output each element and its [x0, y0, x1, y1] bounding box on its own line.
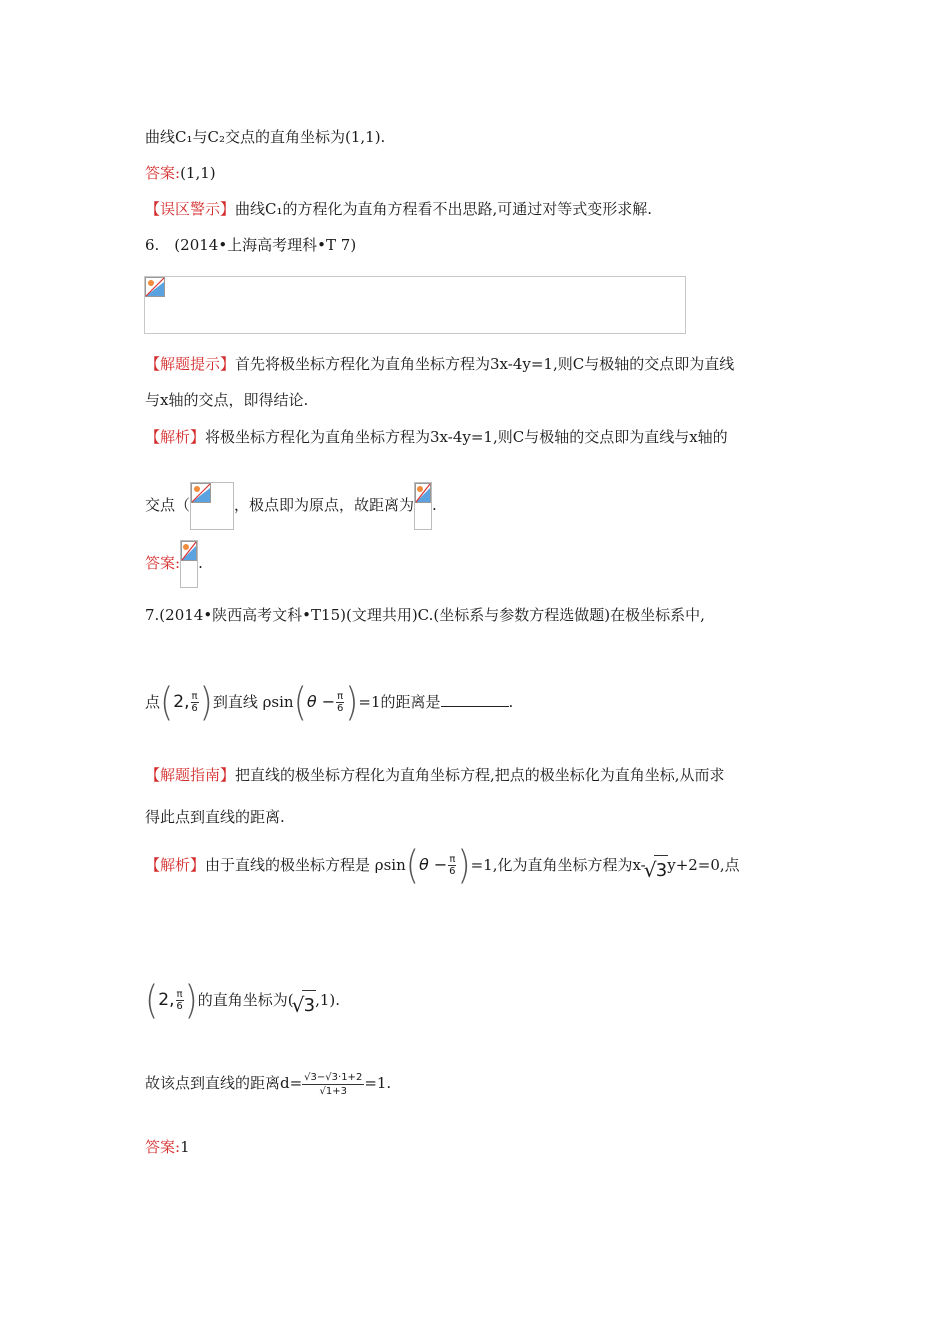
text-segment: 交点（	[145, 496, 191, 514]
text-segment: =1.	[364, 1074, 392, 1092]
broken-image-box	[190, 482, 234, 530]
broken-image-icon	[415, 483, 431, 503]
text-segment: 由于直线的极坐标方程是 ρsin	[205, 856, 406, 874]
answer-line	[145, 540, 203, 588]
answer-label: 答案:	[145, 164, 181, 182]
broken-image-box	[144, 276, 686, 334]
broken-image-box	[414, 482, 432, 530]
sqrt-expression: √ 3	[294, 988, 315, 1024]
text-segment: ,1).	[315, 991, 341, 1009]
sqrt-expression: √ 3	[646, 853, 667, 889]
text-segment: =1,化为直角坐标方程为x-	[470, 856, 646, 874]
polar-point: (2, $\frac{\pi}{6}$ )	[145, 977, 198, 1024]
text-segment: .	[432, 496, 437, 514]
answer-value: 1	[180, 1138, 190, 1156]
angle-expression: (θ − $\frac{\pi}{6}$ )	[405, 842, 471, 889]
answer-label: 答案:	[145, 554, 181, 572]
answer-line	[145, 163, 216, 183]
analysis-text: 将极坐标方程化为直角坐标方程为3x-4y=1,则C与极轴的交点即为直线与x轴的	[205, 428, 728, 446]
broken-image-box	[180, 540, 198, 588]
analysis-line	[145, 977, 341, 1024]
broken-image-icon	[181, 541, 197, 561]
answer-line	[145, 1137, 190, 1157]
answer-value: (1,1)	[180, 164, 216, 182]
question-header: 6. (2014•上海高考理科•T 7)	[145, 236, 357, 254]
answer-label: 答案:	[145, 1138, 181, 1156]
guide-line	[145, 765, 725, 785]
broken-image-icon	[145, 277, 165, 297]
analysis-line	[145, 1066, 391, 1100]
text-segment: =1的距离是	[358, 693, 441, 711]
text-segment: ，极点即为原点，故距离为	[234, 496, 415, 514]
text-segment: .	[198, 554, 203, 572]
text-segment: 的直角坐标为(	[197, 991, 294, 1009]
distance-fraction: $\frac{√3-√3\cdot 1+2}{√1+3}$	[304, 1071, 363, 1097]
text-segment: y+2=0,点	[667, 856, 740, 874]
analysis-line	[145, 427, 728, 447]
hint-line	[145, 354, 734, 374]
text-segment: 到直线 ρsin	[212, 693, 294, 711]
section-tag: 【解析】	[145, 856, 206, 874]
text-line: 与x轴的交点，即得结论.	[145, 391, 309, 409]
polar-point: (2, $\frac{\pi}{6}$ )	[160, 679, 213, 726]
warning-line	[145, 199, 652, 219]
text-segment: 点	[145, 693, 161, 711]
question-line	[145, 679, 514, 726]
section-tag: 【误区警示】	[145, 200, 236, 218]
text-segment: 故该点到直线的距离d=	[145, 1074, 303, 1092]
section-tag: 【解析】	[145, 428, 206, 446]
section-tag: 【解题提示】	[145, 355, 236, 373]
broken-image-icon	[191, 483, 211, 503]
angle-expression: (θ − $\frac{\pi}{6}$ )	[293, 679, 359, 726]
warning-text: 曲线C₁的方程化为直角方程看不出思路,可通过对等式变形求解.	[235, 200, 653, 218]
question-header: 7.(2014•陕西高考文科•T15)(文理共用)C.(坐标系与参数方程选做题)在极坐标系中,	[145, 606, 705, 624]
text-segment: .	[508, 693, 514, 711]
text-line: 得此点到直线的距离.	[145, 808, 285, 826]
answer-blank	[441, 692, 509, 707]
hint-text: 首先将极坐标方程化为直角坐标方程为3x-4y=1,则C与极轴的交点即为直线	[235, 355, 735, 373]
analysis-line-2	[145, 482, 437, 530]
guide-text: 把直线的极坐标方程化为直角坐标方程,把点的极坐标化为直角坐标,从而求	[235, 766, 725, 784]
analysis-line	[145, 842, 740, 889]
text-line: 曲线C₁与C₂交点的直角坐标为(1,1).	[145, 128, 386, 146]
section-tag: 【解题指南】	[145, 766, 236, 784]
